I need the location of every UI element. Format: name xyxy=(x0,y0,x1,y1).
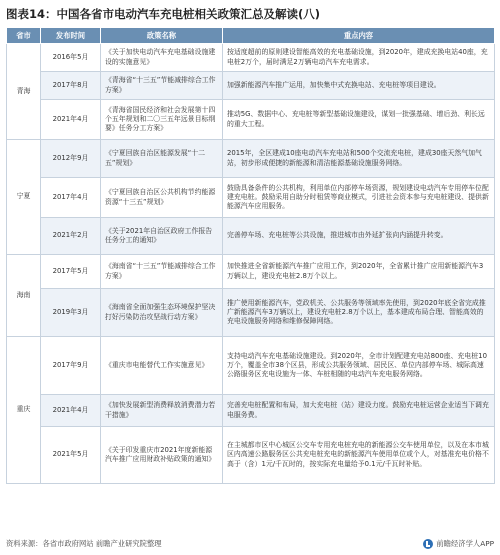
province-chongqing: 重庆 xyxy=(7,337,41,484)
header-policy: 政策名称 xyxy=(101,28,223,44)
row-date: 2017年8月 xyxy=(41,72,101,100)
table-row xyxy=(7,395,495,427)
row-content: 2015年，全区建成10座电动汽车充电站和500个交流充电桩，建成30座天然气加气站，初步形成便捷的新能源和清洁能源基础设施服务网络。 xyxy=(223,140,495,178)
row-policy: 《海南省“十三五”节能减排综合工作方案》 xyxy=(101,255,223,289)
figure-title: 图表14：中国各省市电动汽车充电桩相关政策汇总及解读(八) xyxy=(6,7,321,21)
row-content: 加快推进全省新能源汽车推广应用工作，到2020年，全省累计推广应用新能源汽车3万辆以上，建设充电桩2.8万个以上。 xyxy=(223,255,495,289)
row-policy: 《宁夏回族自治区能源发展“十二五”规划》 xyxy=(101,140,223,178)
row-policy: 《青海省“十三五”节能减排综合工作方案》 xyxy=(101,72,223,100)
row-content: 推广使用新能源汽车，党政机关、公共服务等领域率先使用，到2020年底全省完成推广新能源汽车3万辆以上，建设充电桩2.8万个以上，基本建成布局合理、智能高效的充电设施服务网络和维修保障网络。 xyxy=(223,289,495,337)
row-policy: 《关于印发重庆市2021年度新能源汽车推广应用财政补贴政策的通知》 xyxy=(101,427,223,484)
header-date: 发布时间 xyxy=(41,28,101,44)
row-content: 在主城都市区中心城区公交车专用充电桩充电的新能源公交车使用单位，以及在本市城区内高速公路服务区公共充电桩充电的新能源汽车使用单位或个人，对基准充电价格不高于（含）1元/千瓦时的，按实际充电量给予0.1元/千瓦时补贴。 xyxy=(223,427,495,484)
table-row xyxy=(7,44,495,72)
row-date: 2021年4月 xyxy=(41,100,101,140)
row-policy: 《加快发展新型消费释放消费潜力若干措施》 xyxy=(101,395,223,427)
footer xyxy=(6,537,494,551)
row-policy: 《关于2021年自治区政府工作报告任务分工的通知》 xyxy=(101,218,223,255)
brand xyxy=(423,537,494,551)
row-content: 加强新能源汽车推广运用，加快集中式充换电站、充电桩等项目建设。 xyxy=(223,72,495,100)
row-date: 2021年4月 xyxy=(41,395,101,427)
row-content: 完善充电桩配置和布局，加大充电桩（站）建设力度。鼓励充电桩运营企业适当下调充电服务费。 xyxy=(223,395,495,427)
province-qinghai: 青海 xyxy=(7,44,41,140)
row-policy: 《海南省全面加强生态环境保护坚决打好污染防治攻坚战行动方案》 xyxy=(101,289,223,337)
table-row xyxy=(7,427,495,484)
row-date: 2017年5月 xyxy=(41,255,101,289)
row-content: 鼓励具备条件的公共机构，利用单位内部停车场资源，规划建设电动汽车专用停车位配建充电桩。鼓励采用自助分时租赁等商业模式，引进社会资本参与充电桩建设、提供新能源汽车应用服务。 xyxy=(223,178,495,218)
table-row xyxy=(7,100,495,140)
brand-logo-icon xyxy=(423,539,433,549)
table-header-row xyxy=(7,28,495,44)
table-row xyxy=(7,337,495,395)
table-row xyxy=(7,218,495,255)
row-policy: 《宁夏回族自治区公共机构节约能源资源“十三五”规划》 xyxy=(101,178,223,218)
table-row xyxy=(7,255,495,289)
table-row xyxy=(7,72,495,100)
row-policy: 《重庆市电能替代工作实施意见》 xyxy=(101,337,223,395)
row-content: 支持电动汽车充电基础设施建设。到2020年，全市计划配建充电站800座、充电桩10万个，覆盖全市38个区县，形成公共服务领域、居民区、单位内部停车场、城际高速公路服务区充电设施为一体、车桩相随的电动汽车充电服务网络。 xyxy=(223,337,495,395)
table-row xyxy=(7,178,495,218)
row-date: 2017年4月 xyxy=(41,178,101,218)
row-date: 2016年5月 xyxy=(41,44,101,72)
row-date: 2012年9月 xyxy=(41,140,101,178)
row-policy: 《青海省国民经济和社会发展第十四个五年规划和二〇三五年远景目标纲要》任务分工方案》 xyxy=(101,100,223,140)
table-row xyxy=(7,140,495,178)
header-province: 省市 xyxy=(7,28,41,44)
header-content: 重点内容 xyxy=(223,28,495,44)
row-date: 2019年3月 xyxy=(41,289,101,337)
province-hainan: 海南 xyxy=(7,255,41,337)
row-content: 完善停车场、充电桩等公共设施，推进城市由外延扩张向内涵提升转变。 xyxy=(223,218,495,255)
source-note: 资料来源：各省市政府网站 前瞻产业研究院整理 xyxy=(6,539,162,548)
row-content: 推动5G、数据中心、充电桩等新型基础设施建设，谋划一批强基础、增后劲、利长远的重大工程。 xyxy=(223,100,495,140)
row-date: 2021年2月 xyxy=(41,218,101,255)
row-date: 2017年9月 xyxy=(41,337,101,395)
row-policy: 《关于加快电动汽车充电基础设施建设的实施意见》 xyxy=(101,44,223,72)
row-date: 2021年5月 xyxy=(41,427,101,484)
table-row xyxy=(7,289,495,337)
policy-table xyxy=(6,27,495,484)
province-ningxia: 宁夏 xyxy=(7,140,41,255)
row-content: 按适度超前的原则建设智能高效的充电基础设施，到2020年，建成充换电站40座，充电桩2万个，届时满足2万辆电动汽车充电需求。 xyxy=(223,44,495,72)
brand-name: 前瞻经济学人APP xyxy=(436,539,494,548)
